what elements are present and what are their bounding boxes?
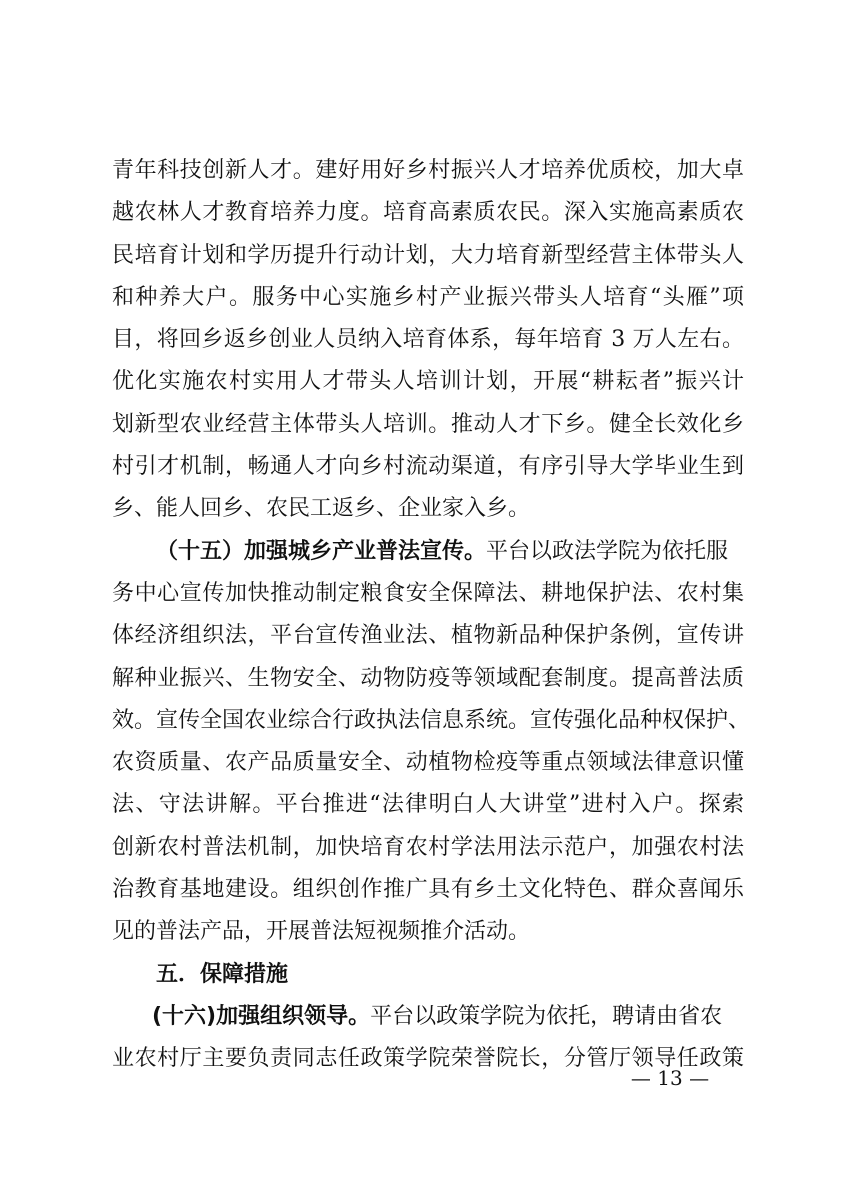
text-line: 业农村厅主要负责同志任政策学院荣誉院长，分管厅领导任政策: [112, 1046, 744, 1072]
section-15-text: 平台以政法学院为依托服: [486, 538, 729, 564]
text-line: 青年科技创新人才。建好用好乡村振兴人才培养优质校，加大卓: [112, 158, 744, 183]
text-line: 创新农村普法机制，加快培育农村学法用法示范户，加强农村法: [112, 834, 744, 860]
text-line: 目，将回乡返乡创业人员纳入培育体系，每年培育 3 万人左右。: [112, 327, 744, 353]
body-text: [112, 150, 751, 1081]
text-line: 体经济组织法，平台宣传渔业法、植物新品种保护条例，宣传讲: [112, 623, 744, 649]
text-line: 村引才机制，畅通人才向乡村流动渠道，有序引导大学毕业生到: [112, 454, 744, 480]
text-line: 治教育基地建设。组织创作推广具有乡土文化特色、群众喜闻乐: [112, 877, 744, 903]
text-line: 和种养大户。服务中心实施乡村产业振兴带头人培育“头雁”项: [112, 284, 744, 310]
section-16-first-line: [112, 996, 744, 1038]
section-16-text: 平台以政策学院为依托，聘请由省农: [370, 1003, 723, 1029]
text-line: 越农林人才教育培养力度。培育高素质农民。深入实施高素质农: [112, 200, 744, 226]
text-line: 效。宣传全国农业综合行政执法信息系统。宣传强化品种权保护、: [112, 707, 751, 733]
text-line: 划新型农业经营主体带头人培训。推动人才下乡。健全长效化乡: [112, 411, 744, 437]
text-line: 解种业振兴、生物安全、动物防疫等领域配套制度。提高普法质: [112, 665, 744, 691]
text-line: 农资质量、农产品质量安全、动植物检疫等重点领域法律意识懂: [112, 750, 744, 776]
section-5-heading: 五．保障措施: [156, 961, 289, 987]
text-line: 见的普法产品，开展普法短视频推介活动。: [112, 919, 531, 945]
section-15-first-line: [112, 531, 744, 573]
page-number: — 13 —: [630, 1066, 710, 1090]
text-line: 民培育计划和学历提升行动计划，大力培育新型经营主体带头人: [112, 242, 744, 268]
text-line: 务中心宣传加快推动制定粮食安全保障法、耕地保护法、农村集: [112, 580, 744, 606]
text-line: 法、守法讲解。平台推进“法律明白人大讲堂”进村入户。探索: [112, 792, 744, 818]
section-16-heading: (十六)加强组织领导。: [152, 1003, 371, 1029]
text-line: 乡、能人回乡、农民工返乡、企业家入乡。: [112, 496, 531, 522]
text-line: 优化实施农村实用人才带头人培训计划，开展“耕耘者”振兴计: [112, 369, 744, 395]
section-15-heading: （十五）加强城乡产业普法宣传。: [156, 538, 487, 564]
